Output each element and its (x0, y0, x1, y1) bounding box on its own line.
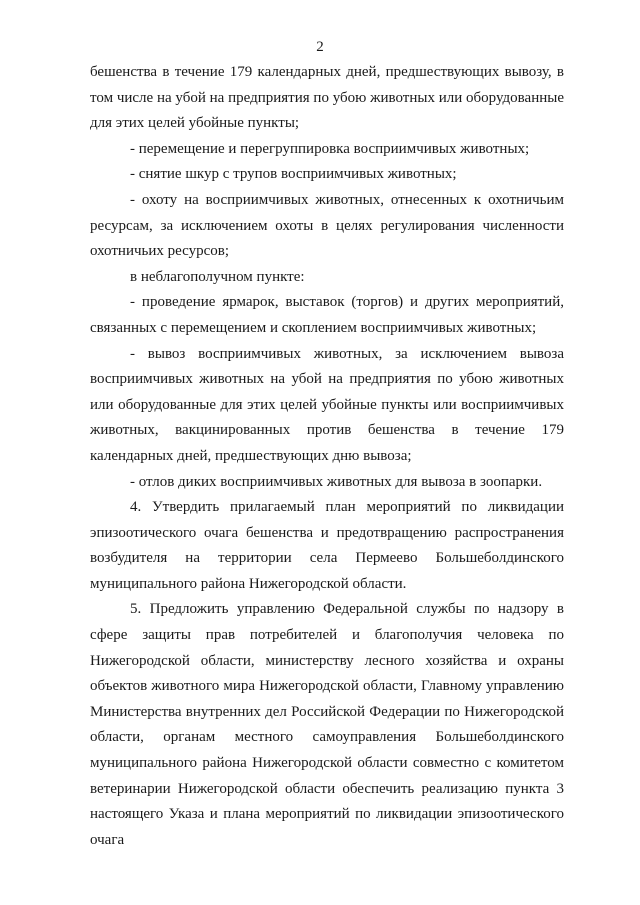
paragraph-restriction-movement: - перемещение и перегруппировка восприимчивых животных; (130, 140, 530, 157)
paragraph-restriction-capture: - отлов диких восприимчивых животных для вывоза в зоопарки. (130, 473, 543, 490)
page-number: 2 (316, 39, 324, 55)
paragraph-unfavorable-point-heading: в неблагополучном пункте: (130, 268, 305, 285)
paragraph-restriction-skinning: - снятие шкур с трупов восприимчивых животных; (130, 166, 457, 183)
paragraph-restriction-fairs: - проведение ярмарок, выставок (торгов) и других мероприятий, связанных с перемещением и скоплением восприимчивых животных; (90, 294, 564, 336)
paragraph-restriction-export: - вывоз восприимчивых животных, за исключением вывоза восприимчивых животных на убой на предприятия по убою животных или оборудованные для этих целей убойные пункты или восприимчивых животных, вакцинированных против бешенства в течение 179 календарных дней, предшествующих дню вывоза; (90, 345, 564, 464)
paragraph-restriction-hunting: - охоту на восприимчивых животных, отнесенных к охотничьим ресурсам, за исключением охоты в целях регулирования численности охотничьих ресурсов; (90, 191, 564, 260)
paragraph-item-5: 5. Предложить управлению Федеральной службы по надзору в сфере защиты прав потребителей и благополучия человека по Нижегородской области, министерству лесного хозяйства и охраны объектов животного мира Нижегородской области, Главному управлению Министерства внутренних дел Российской Федерации по Нижегородской области, органам местного самоуправления Большеболдинского муниципального района Нижегородской области совместно с комитетом ветеринарии Нижегородской области обеспечить реализацию пункта 3 настоящего Указа и плана мероприятий по ликвидации эпизоотического очага (90, 601, 564, 848)
paragraph-item-4: 4. Утвердить прилагаемый план мероприятий по ликвидации эпизоотического очага бешенства и предотвращению распространения возбудителя на территории села Пермеево Большеболдинского муниципального района Нижегородской области. (90, 499, 564, 592)
paragraph-continuation: бешенства в течение 179 календарных дней, предшествующих вывозу, в том числе на убой на предприятия по убою животных или оборудованные для этих целей убойные пункты; (90, 64, 564, 132)
document-body (90, 60, 564, 853)
